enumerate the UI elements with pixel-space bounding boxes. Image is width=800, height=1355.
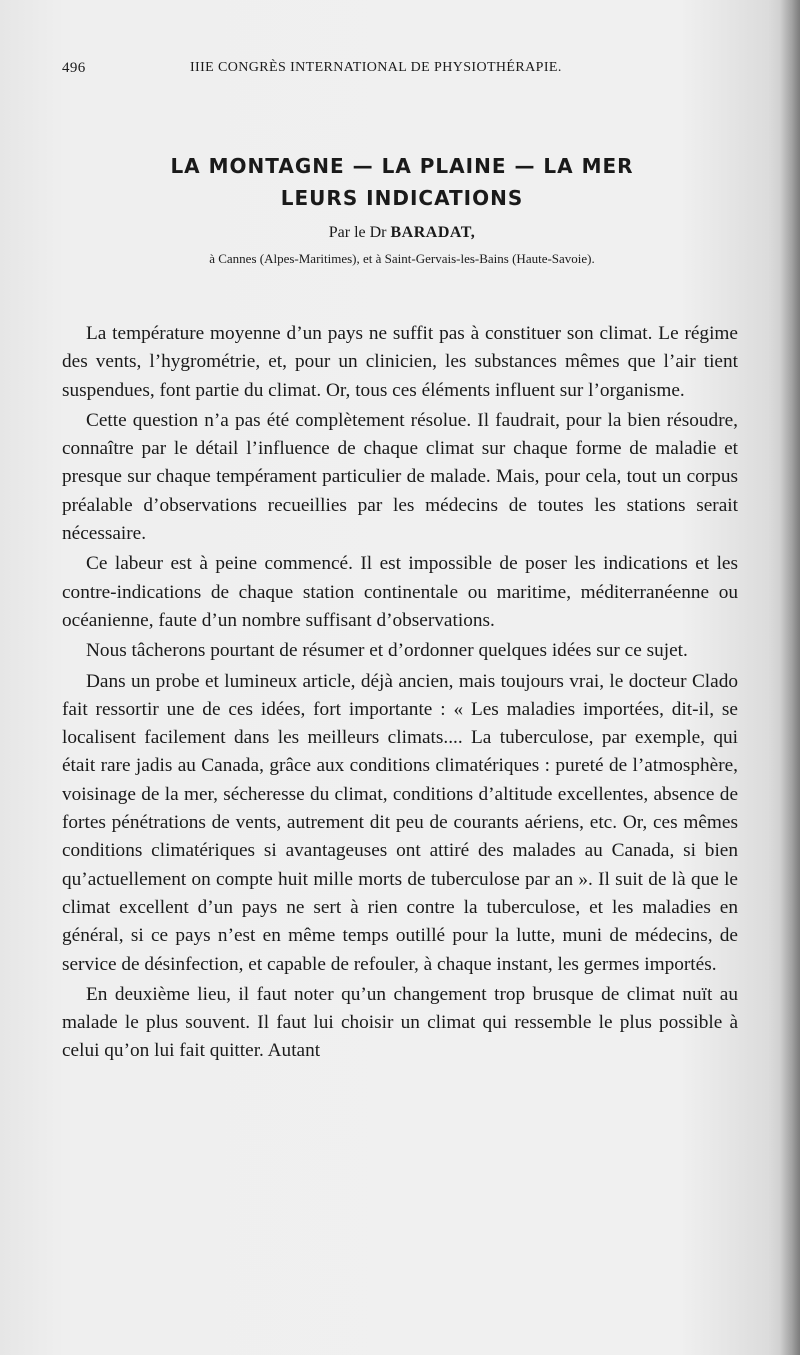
page-edge-shadow — [780, 0, 800, 1355]
author-affiliation: à Cannes (Alpes-Maritimes), et à Saint-Gervais-les-Bains (Haute-Savoie). — [209, 251, 595, 266]
body-paragraph: Nous tâcherons pourtant de résumer et d’ordonner quelques idées sur ce sujet. — [86, 640, 688, 662]
journal-title: IIIE CONGRÈS INTERNATIONAL DE PHYSIOTHÉRAPIE. — [190, 60, 562, 75]
article-title-line-1: LA MONTAGNE — LA PLAINE — LA MER — [170, 154, 634, 178]
article-body — [62, 320, 738, 1068]
article-header — [62, 150, 742, 268]
byline — [62, 222, 742, 244]
body-paragraph: En deuxième lieu, il faut noter qu’un changement trop brusque de climat nuït au malade le plus souvent. Il faut lui choisir un climat qui ressemble le plus possible à celui qu’on lui fait quitter. Autant — [62, 983, 738, 1062]
byline-prefix: Par le Dr — [328, 224, 387, 241]
article-title-line-2: LEURS INDICATIONS — [280, 186, 524, 210]
body-paragraph: Dans un probe et lumineux article, déjà ancien, mais toujours vrai, le docteur Clado fait ressortir une de ces idées, fort importante : « Les maladies importées, dit-il, se localisent facilement dans les meilleurs climats.... La tuberculose, par exemple, qui était rare jadis au Canada, grâce aux conditions climatériques : pureté de l’atmosphère, voisinage de la mer, sécheresse du climat, conditions d’altitude excellentes, absence de fortes pénétrations de vents, autrement dit peu de courants aériens, etc. Or, ces mêmes conditions climatériques si avantageuses ont attiré des malades au Canada, si bien qu’actuellement on compte huit mille morts de tuberculose par an ». Il suit de là que le climat excellent d’un pays ne sert à rien contre la tuberculose, et les maladies en général, si ce pays n’est en même temps outillé pour la lutte, muni de médecins, de service de désinfection, et capable de refouler, à chaque instant, les germes importés. — [62, 670, 738, 975]
body-paragraph: Ce labeur est à peine commencé. Il est impossible de poser les indications et les contre-indications de chaque station continentale ou maritime, méditerranéenne ou océanienne, faute d’un nombre suffisant d’observations. — [62, 553, 738, 631]
body-paragraph: Cette question n’a pas été complètement résolue. Il faudrait, pour la bien résoudre, connaître par le détail l’influence de chaque climat sur chaque forme de maladie et presque sur chaque tempérament particulier de malade. Mais, pour cela, tout un corpus préalable d’observations recueillies par les médecins de toutes les stations serait nécessaire. — [62, 409, 738, 545]
author-name: BARADAT, — [390, 224, 476, 241]
page-number: 496 — [62, 60, 86, 76]
body-paragraph: La température moyenne d’un pays ne suffit pas à constituer son climat. Le régime des vents, l’hygrométrie, et, pour un clinicien, les substances mêmes que l’air tient suspendues, font partie du climat. Or, tous ces éléments influent sur l’organisme. — [62, 323, 738, 401]
